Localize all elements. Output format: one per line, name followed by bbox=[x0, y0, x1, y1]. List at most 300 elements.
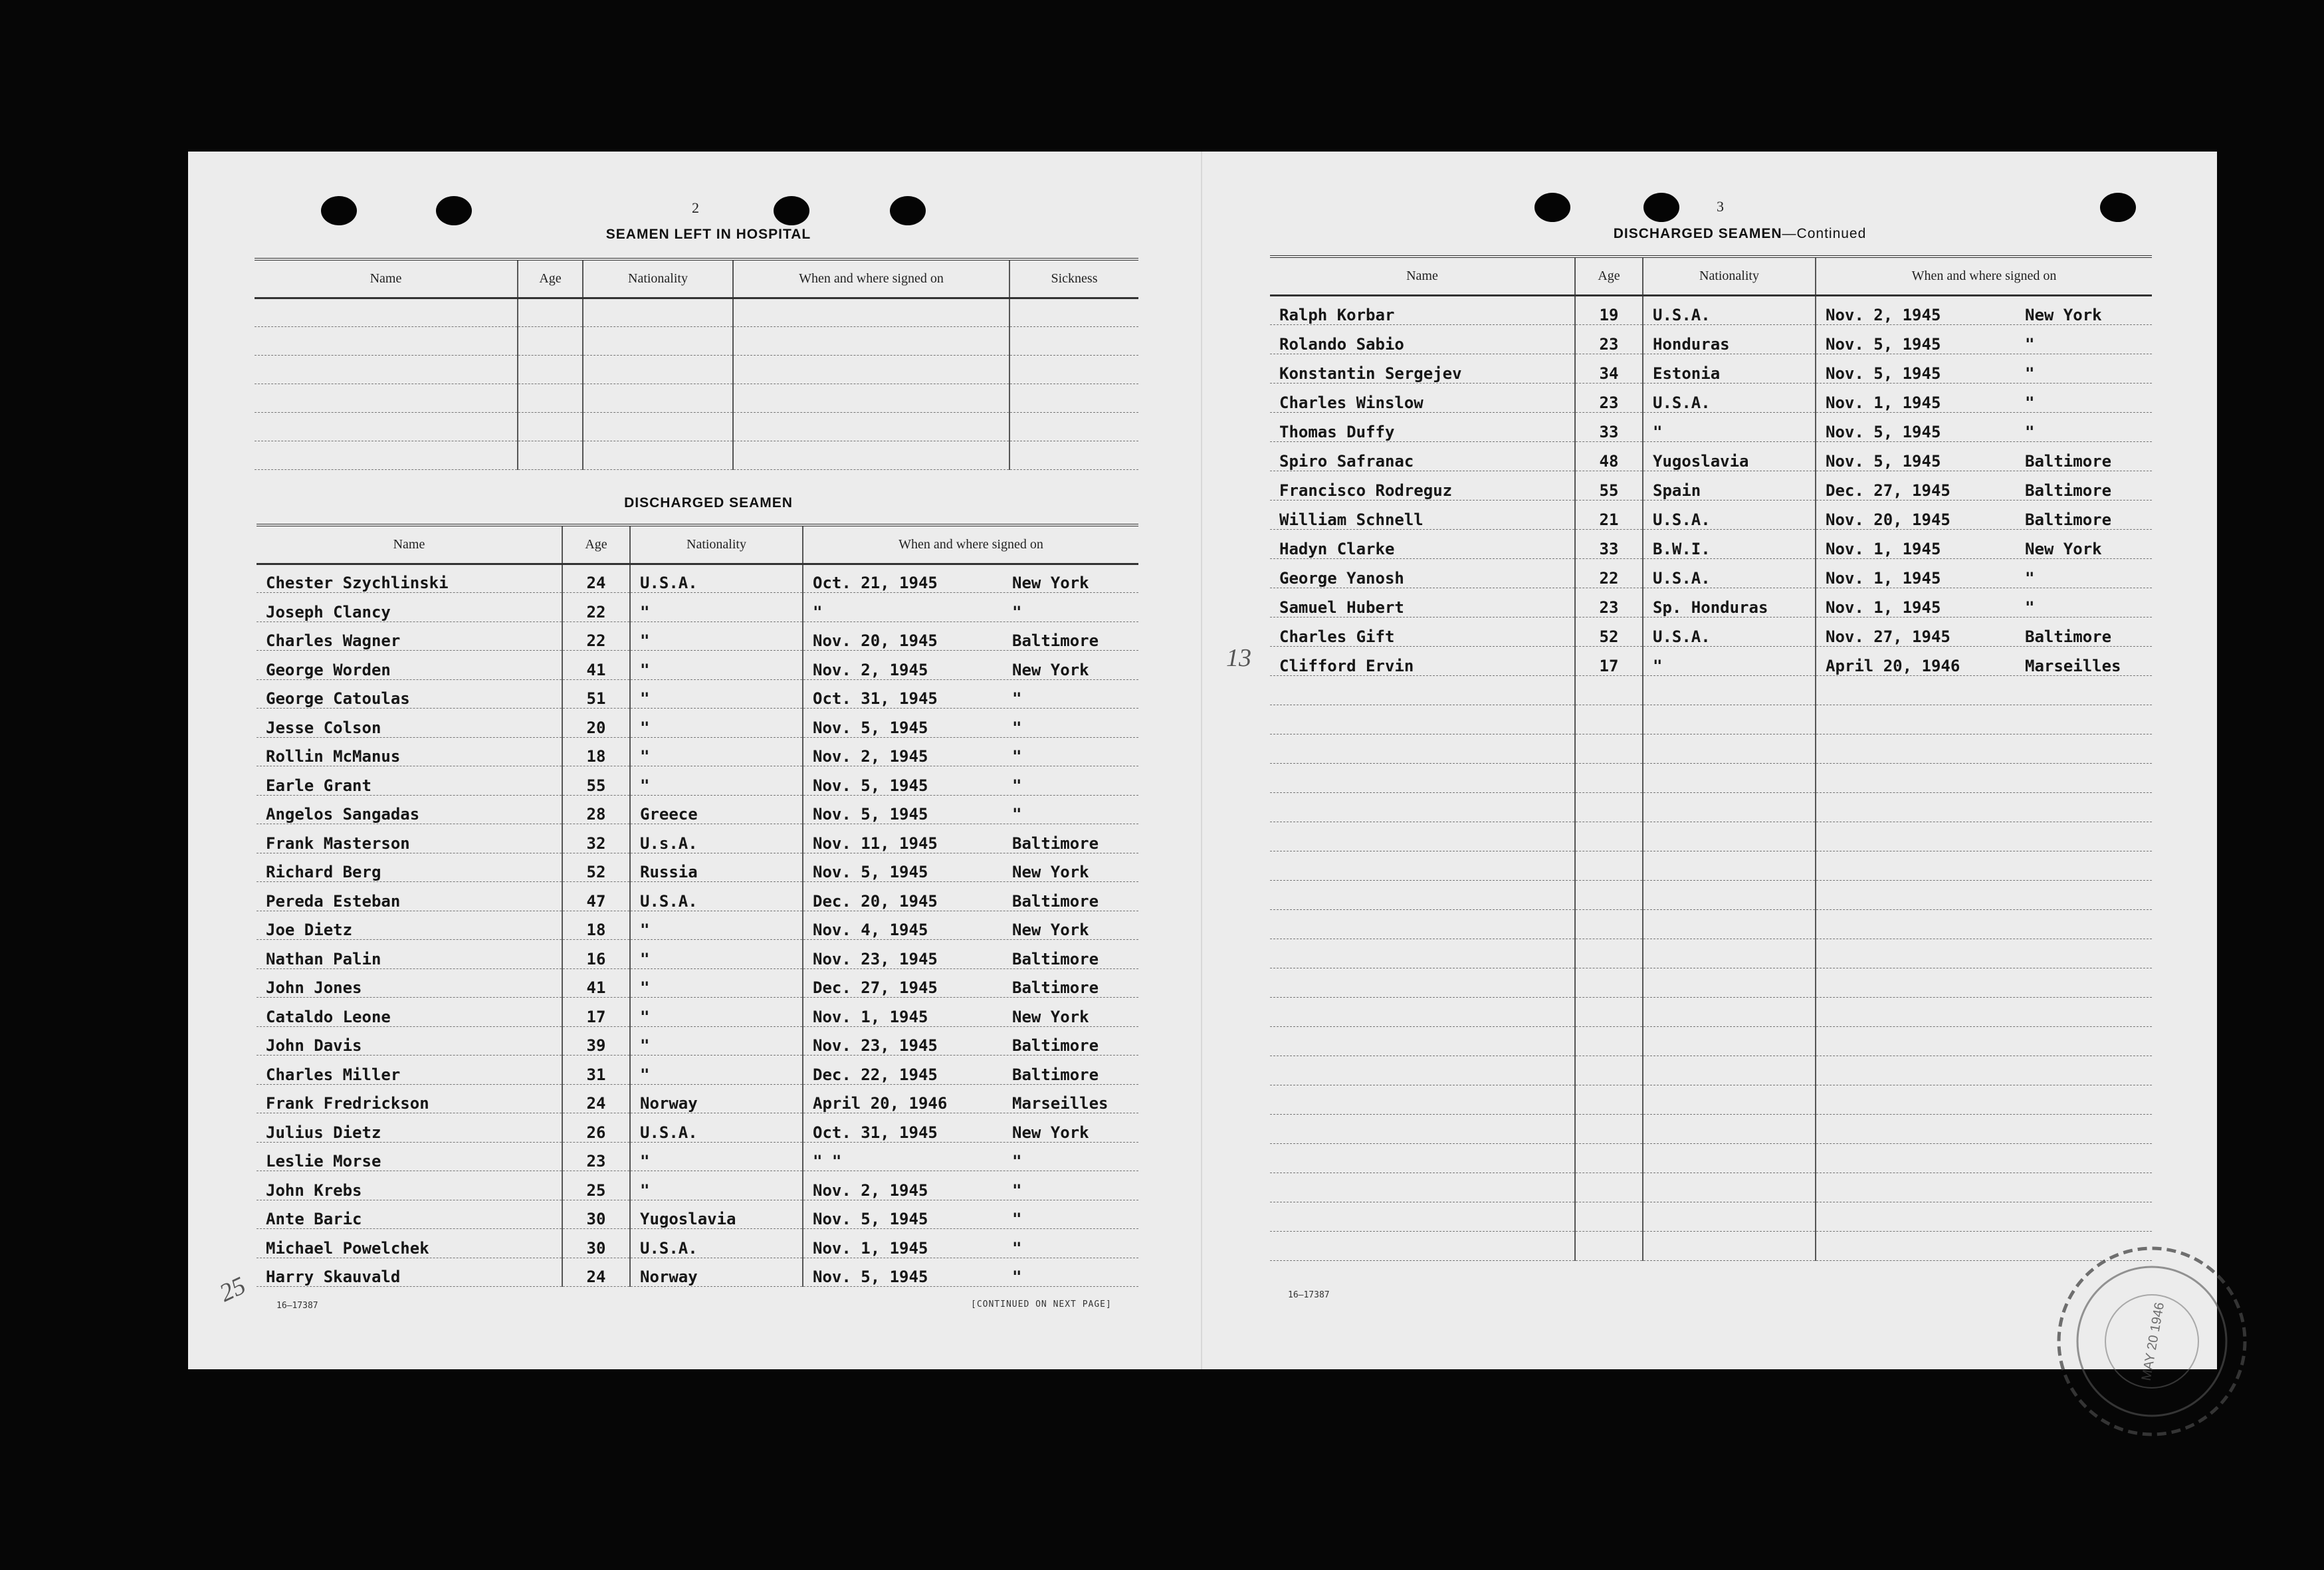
signed-on-place: " bbox=[1012, 689, 1022, 708]
table-row bbox=[257, 940, 1138, 969]
seaman-age: 23 bbox=[562, 1142, 630, 1171]
signed-on-place: New York bbox=[2025, 539, 2102, 558]
signed-on-date: Nov. 2, 1945 bbox=[813, 660, 928, 679]
signed-on-place: " bbox=[1012, 1268, 1022, 1286]
signed-on-date: Nov. 5, 1945 bbox=[813, 776, 928, 795]
seaman-age: 20 bbox=[562, 709, 630, 738]
signed-on-date: Nov. 1, 1945 bbox=[1826, 539, 1941, 558]
seaman-nationality: " bbox=[1643, 646, 1816, 675]
signed-on-cell bbox=[803, 824, 1138, 853]
seaman-age: 52 bbox=[1575, 617, 1643, 646]
seaman-name: Michael Powelchek bbox=[257, 1229, 562, 1258]
continued-header-name: Name bbox=[1270, 257, 1575, 295]
signed-on-cell bbox=[1816, 646, 2152, 675]
table-row bbox=[255, 441, 1138, 469]
table-row bbox=[257, 737, 1138, 766]
signed-on-date: Nov. 20, 1945 bbox=[813, 631, 938, 650]
signed-on-place: " bbox=[1012, 1238, 1022, 1258]
discharged-header-name: Name bbox=[257, 525, 562, 564]
seaman-name: Konstantin Sergejev bbox=[1270, 354, 1575, 383]
signed-on-place: " bbox=[1012, 602, 1022, 621]
seaman-name: Charles Winslow bbox=[1270, 383, 1575, 412]
title-suffix: —Continued bbox=[1782, 226, 1867, 241]
seaman-name: Spiro Safranac bbox=[1270, 441, 1575, 471]
seaman-name: Leslie Morse bbox=[257, 1142, 562, 1171]
signed-on-cell bbox=[803, 737, 1138, 766]
signed-on-cell bbox=[803, 766, 1138, 796]
signed-on-cell bbox=[1816, 441, 2152, 471]
seaman-nationality: Norway bbox=[630, 1084, 803, 1113]
table-row bbox=[1270, 705, 2152, 734]
stamp-date: MAY 20 1946 bbox=[2139, 1301, 2168, 1383]
signed-on-date: Dec. 20, 1945 bbox=[813, 891, 938, 911]
seaman-nationality: " bbox=[1643, 412, 1816, 441]
signed-on-place: Baltimore bbox=[2025, 481, 2112, 500]
seaman-age: 55 bbox=[562, 766, 630, 796]
seaman-age: 52 bbox=[562, 853, 630, 882]
signed-on-date: Nov. 5, 1945 bbox=[813, 1268, 928, 1286]
signed-on-place: " bbox=[1012, 1210, 1022, 1228]
seaman-name: Richard Berg bbox=[257, 853, 562, 882]
seaman-nationality: U.S.A. bbox=[630, 1229, 803, 1258]
seaman-name: Joe Dietz bbox=[257, 911, 562, 940]
table-row bbox=[1270, 1231, 2152, 1260]
table-row bbox=[1270, 324, 2152, 354]
form-number-left: 16—17387 bbox=[276, 1301, 318, 1311]
seaman-name: John Jones bbox=[257, 968, 562, 998]
table-row bbox=[255, 412, 1138, 441]
signed-on-place: " bbox=[1012, 776, 1022, 795]
seaman-name: George Yanosh bbox=[1270, 558, 1575, 588]
margin-mark-right: 13 bbox=[1226, 644, 1251, 672]
hospital-table bbox=[255, 258, 1138, 470]
table-row bbox=[1270, 1056, 2152, 1085]
signed-on-place: New York bbox=[1012, 1123, 1089, 1142]
seaman-nationality: Yugoslavia bbox=[630, 1200, 803, 1229]
seaman-nationality: Honduras bbox=[1643, 324, 1816, 354]
signed-on-date: Nov. 5, 1945 bbox=[813, 718, 928, 737]
signed-on-place: Baltimore bbox=[2025, 510, 2112, 529]
table-row bbox=[257, 1229, 1138, 1258]
signed-on-place: Baltimore bbox=[1012, 978, 1099, 997]
table-row bbox=[1270, 1026, 2152, 1056]
table-row bbox=[257, 621, 1138, 651]
seaman-name: Charles Wagner bbox=[257, 621, 562, 651]
table-row bbox=[1270, 383, 2152, 412]
signed-on-date: Nov. 5, 1945 bbox=[1826, 451, 1941, 471]
punch-hole bbox=[890, 196, 926, 225]
signed-on-place: " bbox=[1012, 747, 1022, 766]
page-number-left: 2 bbox=[692, 199, 699, 216]
seaman-age: 30 bbox=[562, 1200, 630, 1229]
table-row bbox=[1270, 675, 2152, 705]
signed-on-cell bbox=[1816, 588, 2152, 617]
seaman-age: 31 bbox=[562, 1056, 630, 1085]
signed-on-cell bbox=[803, 911, 1138, 940]
signed-on-date: Nov. 2, 1945 bbox=[813, 747, 928, 766]
signed-on-place: " bbox=[1012, 1152, 1022, 1171]
table-row bbox=[257, 1026, 1138, 1056]
page-number-right: 3 bbox=[1717, 198, 1724, 215]
table-row bbox=[1270, 792, 2152, 822]
seaman-nationality: U.S.A. bbox=[630, 882, 803, 911]
signed-on-date: Nov. 5, 1945 bbox=[813, 805, 928, 824]
table-row bbox=[1270, 763, 2152, 792]
table-row bbox=[1270, 734, 2152, 763]
seaman-name: Ralph Korbar bbox=[1270, 295, 1575, 324]
seaman-age: 33 bbox=[1575, 412, 1643, 441]
table-row bbox=[255, 384, 1138, 412]
table-row bbox=[257, 795, 1138, 824]
table-row bbox=[1270, 588, 2152, 617]
seaman-age: 26 bbox=[562, 1113, 630, 1143]
seaman-age: 24 bbox=[562, 564, 630, 593]
seaman-age: 32 bbox=[562, 824, 630, 853]
seaman-nationality: B.W.I. bbox=[1643, 529, 1816, 558]
signed-on-cell bbox=[803, 709, 1138, 738]
table-row bbox=[257, 824, 1138, 853]
seaman-nationality: U.S.A. bbox=[630, 1113, 803, 1143]
signed-on-cell bbox=[803, 651, 1138, 680]
seaman-nationality: U.S.A. bbox=[1643, 295, 1816, 324]
signed-on-cell bbox=[803, 1258, 1138, 1287]
signed-on-cell bbox=[1816, 471, 2152, 500]
table-row bbox=[1270, 354, 2152, 383]
table-row bbox=[257, 1113, 1138, 1143]
signed-on-cell bbox=[1816, 558, 2152, 588]
hospital-header-name: Name bbox=[255, 259, 518, 298]
seaman-age: 16 bbox=[562, 940, 630, 969]
seaman-nationality: U.S.A. bbox=[1643, 383, 1816, 412]
title-main: DISCHARGED SEAMEN bbox=[1613, 226, 1782, 241]
signed-on-cell bbox=[803, 968, 1138, 998]
signed-on-cell bbox=[803, 1142, 1138, 1171]
form-number-right: 16—17387 bbox=[1288, 1290, 1330, 1300]
table-row bbox=[1270, 412, 2152, 441]
seaman-name: Thomas Duffy bbox=[1270, 412, 1575, 441]
signed-on-cell bbox=[803, 1026, 1138, 1056]
seaman-age: 41 bbox=[562, 968, 630, 998]
seaman-nationality: Norway bbox=[630, 1258, 803, 1287]
signed-on-cell bbox=[1816, 324, 2152, 354]
signed-on-date: Nov. 1, 1945 bbox=[1826, 598, 1941, 617]
signed-on-cell bbox=[803, 679, 1138, 709]
table-row bbox=[1270, 471, 2152, 500]
seaman-age: 19 bbox=[1575, 295, 1643, 324]
document-sheet bbox=[188, 152, 2217, 1383]
signed-on-date: Nov. 27, 1945 bbox=[1826, 627, 1951, 646]
table-row bbox=[257, 766, 1138, 796]
seaman-name: Julius Dietz bbox=[257, 1113, 562, 1143]
signed-on-cell bbox=[803, 1084, 1138, 1113]
signed-on-date: Nov. 20, 1945 bbox=[1826, 510, 1951, 529]
seaman-name: John Krebs bbox=[257, 1171, 562, 1200]
punch-hole bbox=[2100, 193, 2136, 222]
seaman-name: George Worden bbox=[257, 651, 562, 680]
seaman-age: 18 bbox=[562, 737, 630, 766]
signed-on-cell bbox=[803, 564, 1138, 593]
signed-on-date: " " bbox=[813, 1152, 842, 1171]
seaman-name: John Davis bbox=[257, 1026, 562, 1056]
seaman-name: Jesse Colson bbox=[257, 709, 562, 738]
seaman-nationality: Sp. Honduras bbox=[1643, 588, 1816, 617]
table-row bbox=[257, 679, 1138, 709]
table-row bbox=[1270, 617, 2152, 646]
table-row bbox=[257, 709, 1138, 738]
signed-on-date: Nov. 5, 1945 bbox=[813, 863, 928, 881]
punch-hole bbox=[436, 196, 472, 225]
table-row bbox=[257, 1200, 1138, 1229]
signed-on-place: New York bbox=[1012, 660, 1089, 679]
signed-on-date: " bbox=[813, 602, 823, 621]
seaman-nationality: " bbox=[630, 1026, 803, 1056]
seaman-age: 34 bbox=[1575, 354, 1643, 383]
table-row bbox=[1270, 529, 2152, 558]
discharged-header-age: Age bbox=[562, 525, 630, 564]
seaman-age: 23 bbox=[1575, 324, 1643, 354]
seaman-nationality: " bbox=[630, 709, 803, 738]
table-row bbox=[255, 298, 1138, 326]
seaman-age: 22 bbox=[562, 593, 630, 622]
signed-on-place: " bbox=[2025, 364, 2035, 383]
signed-on-place: Baltimore bbox=[1012, 631, 1099, 650]
seaman-name: William Schnell bbox=[1270, 500, 1575, 529]
signed-on-cell bbox=[1816, 529, 2152, 558]
signed-on-cell bbox=[803, 621, 1138, 651]
seaman-name: Joseph Clancy bbox=[257, 593, 562, 622]
seaman-nationality: " bbox=[630, 1056, 803, 1085]
signed-on-date: Nov. 2, 1945 bbox=[813, 1180, 928, 1200]
signed-on-place: " bbox=[2025, 393, 2035, 412]
page-fold bbox=[1201, 152, 1202, 1369]
seaman-name: George Catoulas bbox=[257, 679, 562, 709]
discharged-continued-table bbox=[1270, 255, 2152, 1261]
seaman-name: Nathan Palin bbox=[257, 940, 562, 969]
seaman-name: Clifford Ervin bbox=[1270, 646, 1575, 675]
seaman-nationality: " bbox=[630, 940, 803, 969]
signed-on-date: Oct. 31, 1945 bbox=[813, 1123, 938, 1142]
table-row bbox=[257, 1084, 1138, 1113]
table-row bbox=[255, 355, 1138, 384]
signed-on-place: New York bbox=[2025, 305, 2102, 324]
seaman-nationality: " bbox=[630, 911, 803, 940]
table-row bbox=[255, 326, 1138, 355]
table-row bbox=[257, 564, 1138, 593]
seaman-name: Frank Fredrickson bbox=[257, 1084, 562, 1113]
seaman-nationality: " bbox=[630, 1142, 803, 1171]
signed-on-date: Nov. 1, 1945 bbox=[1826, 568, 1941, 588]
signed-on-cell bbox=[803, 795, 1138, 824]
margin-mark-left: 25 bbox=[215, 1271, 251, 1308]
table-row bbox=[257, 651, 1138, 680]
signed-on-place: New York bbox=[1012, 863, 1089, 881]
continued-header-age: Age bbox=[1575, 257, 1643, 295]
seaman-name: Rolando Sabio bbox=[1270, 324, 1575, 354]
seaman-age: 33 bbox=[1575, 529, 1643, 558]
seaman-nationality: U.S.A. bbox=[630, 564, 803, 593]
seaman-nationality: Estonia bbox=[1643, 354, 1816, 383]
punch-hole bbox=[1534, 193, 1570, 222]
signed-on-place: " bbox=[2025, 598, 2035, 617]
signed-on-place: " bbox=[1012, 718, 1022, 737]
table-row bbox=[1270, 909, 2152, 939]
table-row bbox=[1270, 295, 2152, 324]
seaman-name: Francisco Rodreguz bbox=[1270, 471, 1575, 500]
hospital-header-signed-on: When and where signed on bbox=[733, 259, 1009, 298]
seaman-age: 41 bbox=[562, 651, 630, 680]
seaman-age: 39 bbox=[562, 1026, 630, 1056]
signed-on-place: Marseilles bbox=[1012, 1094, 1109, 1113]
seaman-name: Hadyn Clarke bbox=[1270, 529, 1575, 558]
seaman-nationality: " bbox=[630, 621, 803, 651]
seaman-age: 18 bbox=[562, 911, 630, 940]
seaman-name: Cataldo Leone bbox=[257, 998, 562, 1027]
punch-hole bbox=[1643, 193, 1679, 222]
signed-on-date: Nov. 5, 1945 bbox=[1826, 334, 1941, 354]
signed-on-cell bbox=[803, 998, 1138, 1027]
signed-on-date: Dec. 27, 1945 bbox=[813, 978, 938, 997]
seaman-nationality: U.S.A. bbox=[1643, 558, 1816, 588]
seaman-name: Angelos Sangadas bbox=[257, 795, 562, 824]
signed-on-cell bbox=[803, 1200, 1138, 1229]
signed-on-cell bbox=[803, 940, 1138, 969]
signed-on-date: Nov. 2, 1945 bbox=[1826, 305, 1941, 324]
signed-on-place: Baltimore bbox=[1012, 834, 1099, 853]
hospital-section-title: SEAMEN LEFT IN HOSPITAL bbox=[605, 227, 811, 242]
table-row bbox=[257, 911, 1138, 940]
seaman-nationality: " bbox=[630, 593, 803, 622]
table-row bbox=[1270, 1202, 2152, 1231]
signed-on-cell bbox=[1816, 412, 2152, 441]
table-row bbox=[1270, 939, 2152, 968]
seaman-nationality: U.S.A. bbox=[1643, 617, 1816, 646]
signed-on-place: Baltimore bbox=[1012, 949, 1099, 968]
signed-on-date: Dec. 22, 1945 bbox=[813, 1065, 938, 1084]
continued-note: [CONTINUED ON NEXT PAGE] bbox=[971, 1299, 1112, 1309]
signed-on-place: Baltimore bbox=[1012, 891, 1099, 911]
table-row bbox=[1270, 1143, 2152, 1173]
table-row bbox=[257, 1056, 1138, 1085]
punch-hole bbox=[774, 196, 809, 225]
signed-on-place: Baltimore bbox=[2025, 451, 2112, 471]
seaman-age: 25 bbox=[562, 1171, 630, 1200]
discharged-table bbox=[257, 524, 1138, 1287]
signed-on-date: Nov. 1, 1945 bbox=[1826, 393, 1941, 412]
discharged-header-nationality: Nationality bbox=[630, 525, 803, 564]
seaman-age: 47 bbox=[562, 882, 630, 911]
signed-on-cell bbox=[1816, 617, 2152, 646]
signed-on-cell bbox=[1816, 354, 2152, 383]
seaman-age: 22 bbox=[1575, 558, 1643, 588]
signed-on-date: Oct. 31, 1945 bbox=[813, 689, 938, 708]
seaman-name: Pereda Esteban bbox=[257, 882, 562, 911]
continued-header-nationality: Nationality bbox=[1643, 257, 1816, 295]
signed-on-cell bbox=[803, 882, 1138, 911]
table-row bbox=[1270, 822, 2152, 851]
table-row bbox=[1270, 997, 2152, 1026]
signed-on-place: Baltimore bbox=[1012, 1036, 1099, 1055]
table-row bbox=[257, 1142, 1138, 1171]
seaman-age: 55 bbox=[1575, 471, 1643, 500]
seaman-age: 48 bbox=[1575, 441, 1643, 471]
seaman-nationality: Greece bbox=[630, 795, 803, 824]
seaman-name: Rollin McManus bbox=[257, 737, 562, 766]
signed-on-cell bbox=[1816, 500, 2152, 529]
table-row bbox=[1270, 441, 2152, 471]
signed-on-date: Nov. 1, 1945 bbox=[813, 1007, 928, 1026]
hospital-header-nationality: Nationality bbox=[583, 259, 733, 298]
seaman-age: 21 bbox=[1575, 500, 1643, 529]
signed-on-cell bbox=[803, 1056, 1138, 1085]
signed-on-date: Nov. 23, 1945 bbox=[813, 949, 938, 968]
signed-on-date: Nov. 4, 1945 bbox=[813, 921, 928, 939]
immigration-received-stamp bbox=[2052, 1242, 2252, 1441]
seaman-nationality: U.s.A. bbox=[630, 824, 803, 853]
seaman-nationality: U.S.A. bbox=[1643, 500, 1816, 529]
seaman-name: Chester Szychlinski bbox=[257, 564, 562, 593]
discharged-continued-title bbox=[1574, 226, 1906, 242]
seaman-age: 28 bbox=[562, 795, 630, 824]
seaman-age: 24 bbox=[562, 1258, 630, 1287]
table-row bbox=[1270, 968, 2152, 997]
seaman-age: 17 bbox=[562, 998, 630, 1027]
signed-on-place: New York bbox=[1012, 921, 1089, 939]
table-row bbox=[1270, 558, 2152, 588]
table-row bbox=[1270, 1173, 2152, 1202]
signed-on-place: " bbox=[2025, 422, 2035, 441]
seaman-nationality: " bbox=[630, 968, 803, 998]
signed-on-place: " bbox=[2025, 568, 2035, 588]
seaman-nationality: " bbox=[630, 737, 803, 766]
discharged-section-title: DISCHARGED SEAMEN bbox=[624, 495, 793, 510]
seaman-nationality: " bbox=[630, 679, 803, 709]
table-row bbox=[1270, 646, 2152, 675]
seaman-nationality: " bbox=[630, 766, 803, 796]
table-row bbox=[257, 998, 1138, 1027]
seaman-age: 51 bbox=[562, 679, 630, 709]
signed-on-date: Nov. 23, 1945 bbox=[813, 1036, 938, 1055]
signed-on-place: Baltimore bbox=[1012, 1065, 1099, 1084]
seaman-age: 24 bbox=[562, 1084, 630, 1113]
seaman-nationality: Russia bbox=[630, 853, 803, 882]
signed-on-place: " bbox=[1012, 1180, 1022, 1200]
signed-on-date: April 20, 1946 bbox=[1826, 656, 1960, 675]
signed-on-cell bbox=[803, 593, 1138, 622]
signed-on-place: New York bbox=[1012, 574, 1089, 592]
signed-on-cell bbox=[803, 1229, 1138, 1258]
signed-on-date: Nov. 1, 1945 bbox=[813, 1238, 928, 1258]
table-row bbox=[257, 1258, 1138, 1287]
table-row bbox=[1270, 851, 2152, 880]
seaman-age: 30 bbox=[562, 1229, 630, 1258]
table-row bbox=[257, 593, 1138, 622]
punch-hole bbox=[321, 196, 357, 225]
signed-on-date: April 20, 1946 bbox=[813, 1094, 948, 1113]
signed-on-date: Nov. 5, 1945 bbox=[1826, 364, 1941, 383]
seaman-name: Samuel Hubert bbox=[1270, 588, 1575, 617]
seaman-nationality: " bbox=[630, 651, 803, 680]
signed-on-place: " bbox=[1012, 805, 1022, 824]
signed-on-cell bbox=[803, 853, 1138, 882]
signed-on-date: Oct. 21, 1945 bbox=[813, 574, 938, 592]
signed-on-cell bbox=[1816, 383, 2152, 412]
signed-on-date: Dec. 27, 1945 bbox=[1826, 481, 1951, 500]
table-row bbox=[257, 968, 1138, 998]
signed-on-date: Nov. 5, 1945 bbox=[1826, 422, 1941, 441]
signed-on-cell bbox=[1816, 295, 2152, 324]
seaman-nationality: " bbox=[630, 998, 803, 1027]
seaman-name: Charles Miller bbox=[257, 1056, 562, 1085]
